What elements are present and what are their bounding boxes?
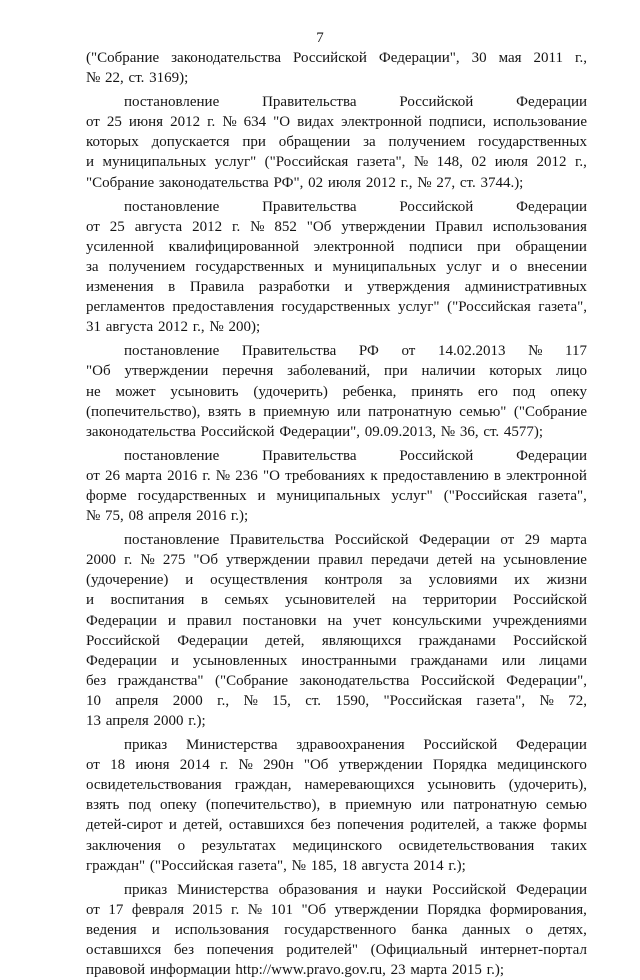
text-line: Российской Федерации детей, являющихся гражданами Российской — [86, 632, 587, 649]
text-line: от 17 февраля 2015 г. № 101 "Об утверждении Порядка формирования, — [86, 901, 587, 918]
text-line: взять под опеку (попечительство), в приемную или патронатную семью — [86, 797, 587, 814]
text-line: (удочерение) и осуществления контроля за условиями их жизни — [86, 572, 587, 589]
text-line: (попечительство), взять в приемную или патронатную семью" ("Собрание — [86, 403, 587, 420]
text-line: изменения в Правила разработки и утверждения административных — [86, 279, 587, 296]
paragraph — [86, 880, 587, 980]
text-line: ("Собрание законодательства Российской Федерации", 30 мая 2011 г., — [86, 50, 587, 66]
text-line: "Собрание законодательства РФ", 02 июля 2012 г., № 27, ст. 3744.); — [86, 174, 524, 191]
text-line: граждан" ("Российская газета", № 185, 18 августа 2014 г.); — [86, 857, 466, 874]
text-line: и воспитания в семьях усыновителей на территории Российской — [86, 592, 587, 609]
text-line: ведения и использования государственного банка данных о детях, — [86, 921, 587, 938]
text-line: 2000 г. № 275 "Об утверждении правил передачи детей на усыновление — [86, 552, 587, 569]
text-line: постановление Правительства Российской Федерации от 29 марта — [124, 532, 587, 549]
paragraph — [86, 341, 587, 441]
text-line: № 75, 08 апреля 2016 г.); — [86, 508, 249, 525]
text-line: без гражданства" ("Собрание законодательства Российской Федерации", — [86, 672, 587, 689]
text-line: приказ Министерства здравоохранения Российской Федерации — [124, 737, 587, 754]
text-line: 13 апреля 2000 г.); — [86, 713, 206, 729]
paragraph — [86, 735, 587, 876]
text-line: правовой информации http://www.pravo.gov.ru, 23 марта 2015 г.); — [86, 962, 505, 979]
text-line: от 26 марта 2016 г. № 236 "О требованиях к предоставлению в электронной — [86, 467, 587, 484]
text-line: законодательства Российской Федерации", 09.09.2013, № 36, ст. 4577); — [86, 423, 544, 440]
text-line: не может усыновить (удочерить) ребенка, принять его под опеку — [86, 383, 587, 400]
page-number: 7 — [316, 30, 324, 46]
text-line: "Об утверждении перечня заболеваний, при наличии которых лицо — [86, 363, 587, 380]
text-line: от 25 июня 2012 г. № 634 "О видах электронной подписи, использование — [86, 114, 587, 131]
paragraph — [86, 92, 587, 192]
text-line: постановление Правительства Российской Федерации — [124, 94, 587, 111]
text-line: детей-сирот и детей, оставшихся без попечения родителей, а также формы — [86, 817, 587, 834]
text-line: и муниципальных услуг" ("Российская газета", № 148, 02 июля 2012 г., — [86, 154, 587, 171]
paragraph — [86, 197, 587, 338]
text-line: форме государственных и муниципальных услуг" ("Российская газета", — [86, 487, 587, 504]
text-line: освидетельствования граждан, намеревающихся усыновить (удочерить), — [86, 777, 587, 794]
text-line: постановление Правительства Российской Федерации — [124, 447, 587, 464]
paragraph — [86, 48, 587, 88]
paragraph — [86, 446, 587, 526]
text-line: усиленной квалифицированной электронной подписи при обращении — [86, 238, 587, 255]
text-line: заключения о результатах медицинского освидетельствования таких — [86, 837, 587, 854]
text-line: от 18 июня 2014 г. № 290н "Об утверждении Порядка медицинского — [86, 757, 587, 774]
text-line: Федерации и усыновленных иностранными гражданами или лицами — [86, 652, 587, 669]
paragraph — [86, 530, 587, 731]
text-line: которых допускается при обращении за получением государственных — [86, 134, 587, 151]
text-line: постановление Правительства РФ от 14.02.2013 № 117 — [124, 343, 587, 360]
text-line: регламентов предоставления государственных услуг" ("Российская газета", — [86, 299, 587, 316]
text-line: приказ Министерства образования и науки Российской Федерации — [124, 881, 587, 898]
text-line: оставшихся без попечения родителей" (Официальный интернет-портал — [86, 942, 587, 959]
text-line: от 25 августа 2012 г. № 852 "Об утверждении Правил использования — [86, 218, 587, 235]
text-line: № 22, ст. 3169); — [86, 70, 189, 87]
text-line: 31 августа 2012 г., № 200); — [86, 319, 261, 336]
text-line: 10 апреля 2000 г., № 15, ст. 1590, "Российская газета", № 72, — [86, 692, 587, 709]
text-line: Федерации и правил постановки на учет консульскими учреждениями — [86, 612, 587, 629]
document-body — [86, 48, 587, 980]
text-line: постановление Правительства Российской Федерации — [124, 198, 587, 215]
text-line: за получением государственных и муниципальных услуг и о внесении — [86, 258, 587, 275]
